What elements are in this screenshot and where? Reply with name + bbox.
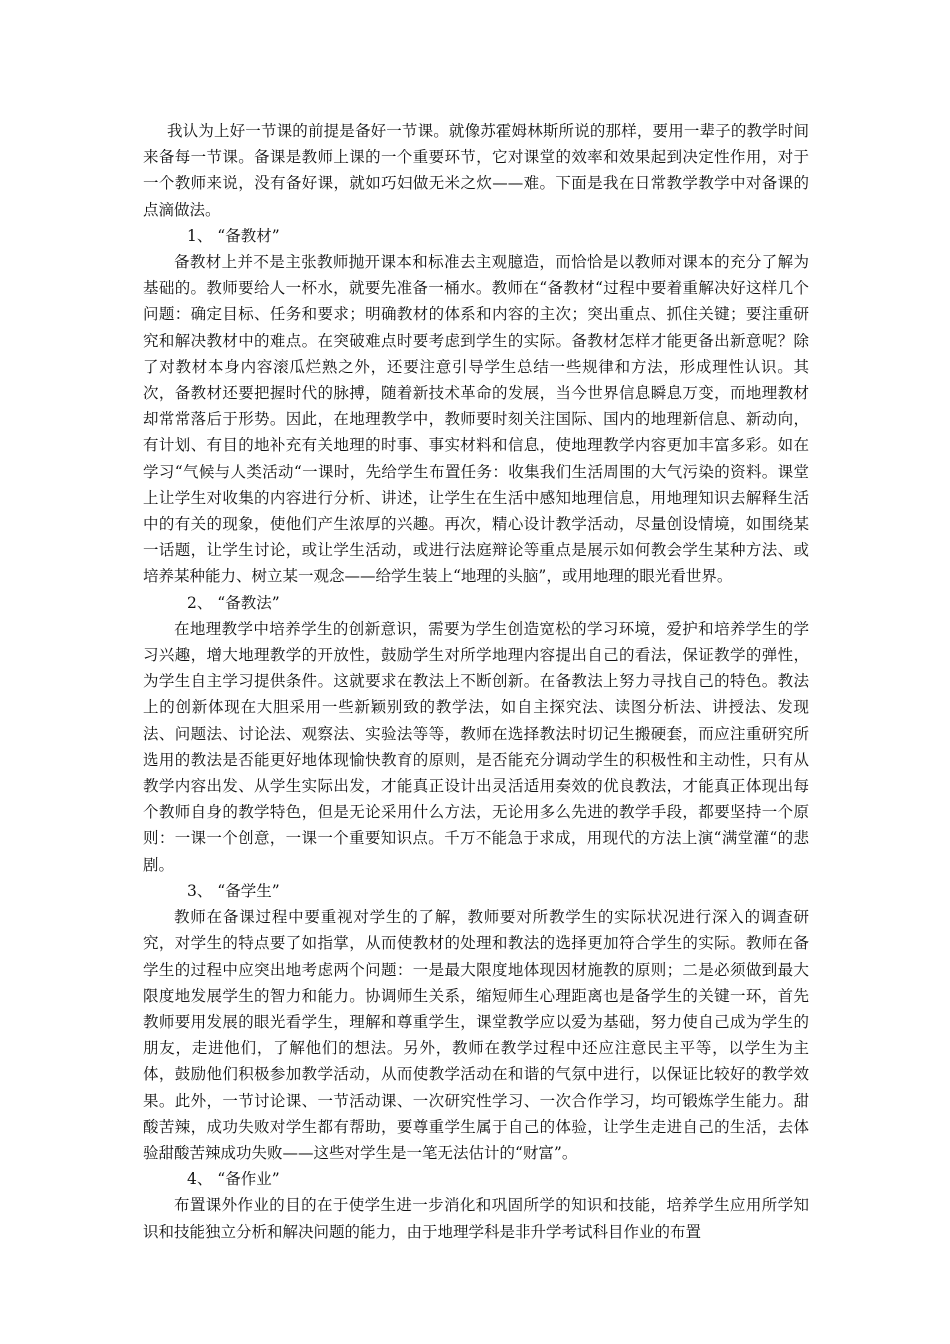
section-heading-4: 4、 “备作业” bbox=[187, 1170, 280, 1189]
section-body-2: 在地理教学中培养学生的创新意识，需要为学生创造宽松的学习环境，爱护和培养学生的学习兴趣，增大地理教学的开放性，鼓励学生对所学地理内容提出自己的看法，保证教学的弹性，为学生自主学习提供条件。这就要求在教法上不断创新。在备教法上努力寻找自己的特色。教法上的创新体现在大胆采用一些新颖别致的教学法，如自主探究法、读图分析法、讲授法、发现法、问题法、讨论法、观察法、实验法等等，教师在选择教法时切记生搬硬套，而应注重研究所选用的教法是否能更好地体现愉快教育的原则，是否能充分调动学生的积极性和主动性，只有从教学内容出发、从学生实际出发，才能真正设计出灵活适用奏效的优良教法，才能真正体现出每个教师自身的教学特色，但是无论采用什么方法，无论用多么先进的教学手段，都要坚持一个原则：一课一个创意，一课一个重要知识点。千万不能急于求成，用现代的方法上演“满堂灌“的悲剧。 bbox=[143, 619, 809, 874]
section-body-3: 教师在备课过程中要重视对学生的了解，教师要对所教学生的实际状况进行深入的调查研究，对学生的特点要了如指掌，从而使教材的处理和教法的选择更加符合学生的实际。教师在备学生的过程中应突出地考虑两个问题：一是最大限度地体现因材施教的原则；二是必须做到最大限度地发展学生的智力和能力。协调师生关系，缩短师生心理距离也是备学生的关键一环，首先教师要用发展的眼光看学生，理解和尊重学生，课堂教学应以爱为基础，努力使自己成为学生的朋友，走进他们，了解他们的想法。另外，教师在教学过程中还应注意民主平等，以学生为主体，鼓励他们积极参加教学活动，从而使教学活动在和谐的气氛中进行，以保证比较好的教学效果。此外，一节讨论课、一节活动课、一次研究性学习、一次合作学习，均可锻炼学生能力。甜酸苦辣，成功失败对学生都有帮助，要尊重学生属于自己的体验，让学生走进自己的生活，去体验甜酸苦辣成功失败——这些对学生是一笔无法估计的“财富”。 bbox=[143, 908, 809, 1162]
intro-paragraph: 我认为上好一节课的前提是备好一节课。就像苏霍姆林斯所说的那样，要用一辈子的教学时间来备每一节课。备课是教师上课的一个重要环节，它对课堂的效率和效果起到决定性作用，对于一个教师来说，没有备好课，就如巧妇做无米之炊——难。下面是我在日常教学教学中对备课的点滴做法。 bbox=[143, 122, 809, 219]
section-heading-3: 3、 “备学生” bbox=[187, 881, 280, 900]
section-body-4: 布置课外作业的目的在于使学生进一步消化和巩固所学的知识和技能，培养学生应用所学知识和技能独立分析和解决问题的能力，由于地理学科是非升学考试科目作业的布置 bbox=[143, 1196, 809, 1241]
section-heading-2: 2、 “备教法” bbox=[187, 593, 280, 612]
section-body-1: 备教材上并不是主张教师抛开课本和标准去主观臆造，而恰恰是以教师对课本的充分了解为基础的。教师要给人一杯水，就要先准备一桶水。教师在“备教材“过程中要着重解决好这样几个问题：确定目标、任务和要求；明确教材的体系和内容的主次；突出重点、抓住关键；要注重研究和解决教材中的难点。在突破难点时要考虑到学生的实际。备教材怎样才能更备出新意呢？除了对教材本身内容滚瓜烂熟之外，还要注意引导学生总结一些规律和方法，形成理性认识。其次，备教材还要把握时代的脉搏，随着新技术革命的发展，当今世界信息瞬息万变，而地理教材却常常落后于形势。因此，在地理教学中，教师要时刻关注国际、国内的地理新信息、新动向，有计划、有目的地补充有关地理的时事、事实材料和信息，使地理教学内容更加丰富多彩。如在学习“气候与人类活动“一课时，先给学生布置任务：收集我们生活周围的大气污染的资料。课堂上让学生对收集的内容进行分析、讲述，让学生在生活中感知地理信息，用地理知识去解释生活中的有关的现象，使他们产生浓厚的兴趣。再次，精心设计教学活动，尽量创设情境，如围绕某一话题，让学生讨论，或让学生活动，或进行法庭辩论等重点是展示如何教会学生某种方法、或培养某种能力、树立某一观念——给学生装上“地理的头脑”，或用地理的眼光看世界。 bbox=[143, 253, 809, 586]
section-heading-1: 1、 “备教材” bbox=[187, 226, 280, 245]
document-page bbox=[143, 118, 809, 1245]
